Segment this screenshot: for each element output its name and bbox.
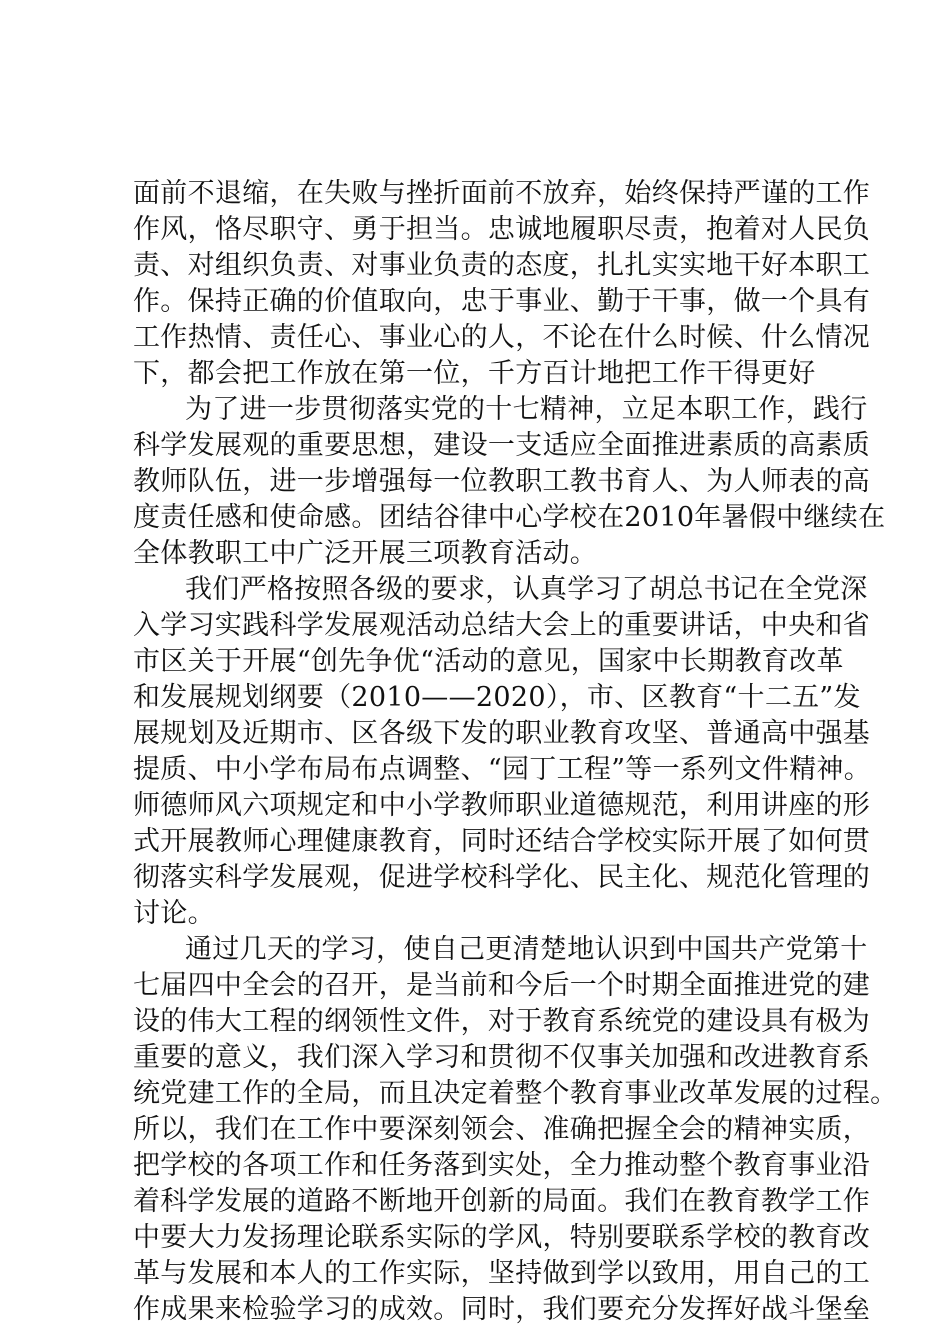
text-line: 全体教职工中广泛开展三项教育活动。 bbox=[133, 538, 598, 569]
text-line: 市区关于开展“创先争优“活动的意见，国家中长期教育改革 bbox=[133, 646, 844, 677]
text-line: 科学发展观的重要思想，建设一支适应全面推进素质的高素质 bbox=[133, 430, 871, 461]
text-line: 度责任感和使命感。团结谷律中心学校在2010年暑假中继续在 bbox=[133, 502, 886, 533]
text-line: 中要大力发扬理论联系实际的学风，特别要联系学校的教育改 bbox=[133, 1222, 871, 1253]
text-line: 责、对组织负责、对事业负责的态度，扎扎实实地干好本职工 bbox=[133, 250, 871, 281]
paragraph-first-line: 为了进一步贯彻落实党的十七精神，立足本职工作，践行 bbox=[185, 394, 868, 425]
text-line: 提质、中小学布局布点调整、“园丁工程”等一系列文件精神。 bbox=[133, 754, 872, 785]
text-line: 入学习实践科学发展观活动总结大会上的重要讲话，中央和省 bbox=[133, 610, 871, 641]
text-line: 所以，我们在工作中要深刻领会、准确把握全会的精神实质， bbox=[133, 1114, 871, 1145]
text-line: 讨论。 bbox=[133, 898, 215, 929]
text-line: 设的伟大工程的纲领性文件，对于教育系统党的建设具有极为 bbox=[133, 1006, 871, 1037]
text-line: 作成果来检验学习的成效。同时，我们要充分发挥好战斗堡垒 bbox=[133, 1294, 871, 1325]
text-line: 和发展规划纲要（2010——2020），市、区教育“十二五”发 bbox=[133, 682, 861, 713]
text-line: 重要的意义，我们深入学习和贯彻不仅事关加强和改进教育系 bbox=[133, 1042, 871, 1073]
text-line: 彻落实科学发展观，促进学校科学化、民主化、规范化管理的 bbox=[133, 862, 871, 893]
text-line: 作风，恪尽职守、勇于担当。忠诚地履职尽责，抱着对人民负 bbox=[133, 214, 871, 245]
text-line: 七届四中全会的召开，是当前和今后一个时期全面推进党的建 bbox=[133, 970, 871, 1001]
text-line: 革与发展和本人的工作实际，坚持做到学以致用，用自己的工 bbox=[133, 1258, 871, 1289]
paragraph-first-line: 我们严格按照各级的要求，认真学习了胡总书记在全党深 bbox=[185, 574, 868, 605]
text-line: 工作热情、责任心、事业心的人，不论在什么时候、什么情况 bbox=[133, 322, 871, 353]
text-line: 作。保持正确的价值取向，忠于事业、勤于干事，做一个具有 bbox=[133, 286, 871, 317]
text-line: 把学校的各项工作和任务落到实处，全力推动整个教育事业沿 bbox=[133, 1150, 871, 1181]
text-line: 教师队伍，进一步增强每一位教职工教书育人、为人师表的高 bbox=[133, 466, 871, 497]
text-line: 面前不退缩，在失败与挫折面前不放弃，始终保持严谨的工作 bbox=[133, 178, 871, 209]
text-line: 师德师风六项规定和中小学教师职业道德规范，利用讲座的形 bbox=[133, 790, 871, 821]
text-line: 着科学发展的道路不断地开创新的局面。我们在教育教学工作 bbox=[133, 1186, 871, 1217]
paragraph-first-line: 通过几天的学习，使自己更清楚地认识到中国共产党第十 bbox=[185, 934, 868, 965]
text-line: 下，都会把工作放在第一位，千方百计地把工作干得更好 bbox=[133, 358, 816, 389]
text-line: 统党建工作的全局，而且决定着整个教育事业改革发展的过程。 bbox=[133, 1078, 898, 1109]
text-line: 式开展教师心理健康教育，同时还结合学校实际开展了如何贯 bbox=[133, 826, 871, 857]
text-line: 展规划及近期市、区各级下发的职业教育攻坚、普通高中强基 bbox=[133, 718, 871, 749]
